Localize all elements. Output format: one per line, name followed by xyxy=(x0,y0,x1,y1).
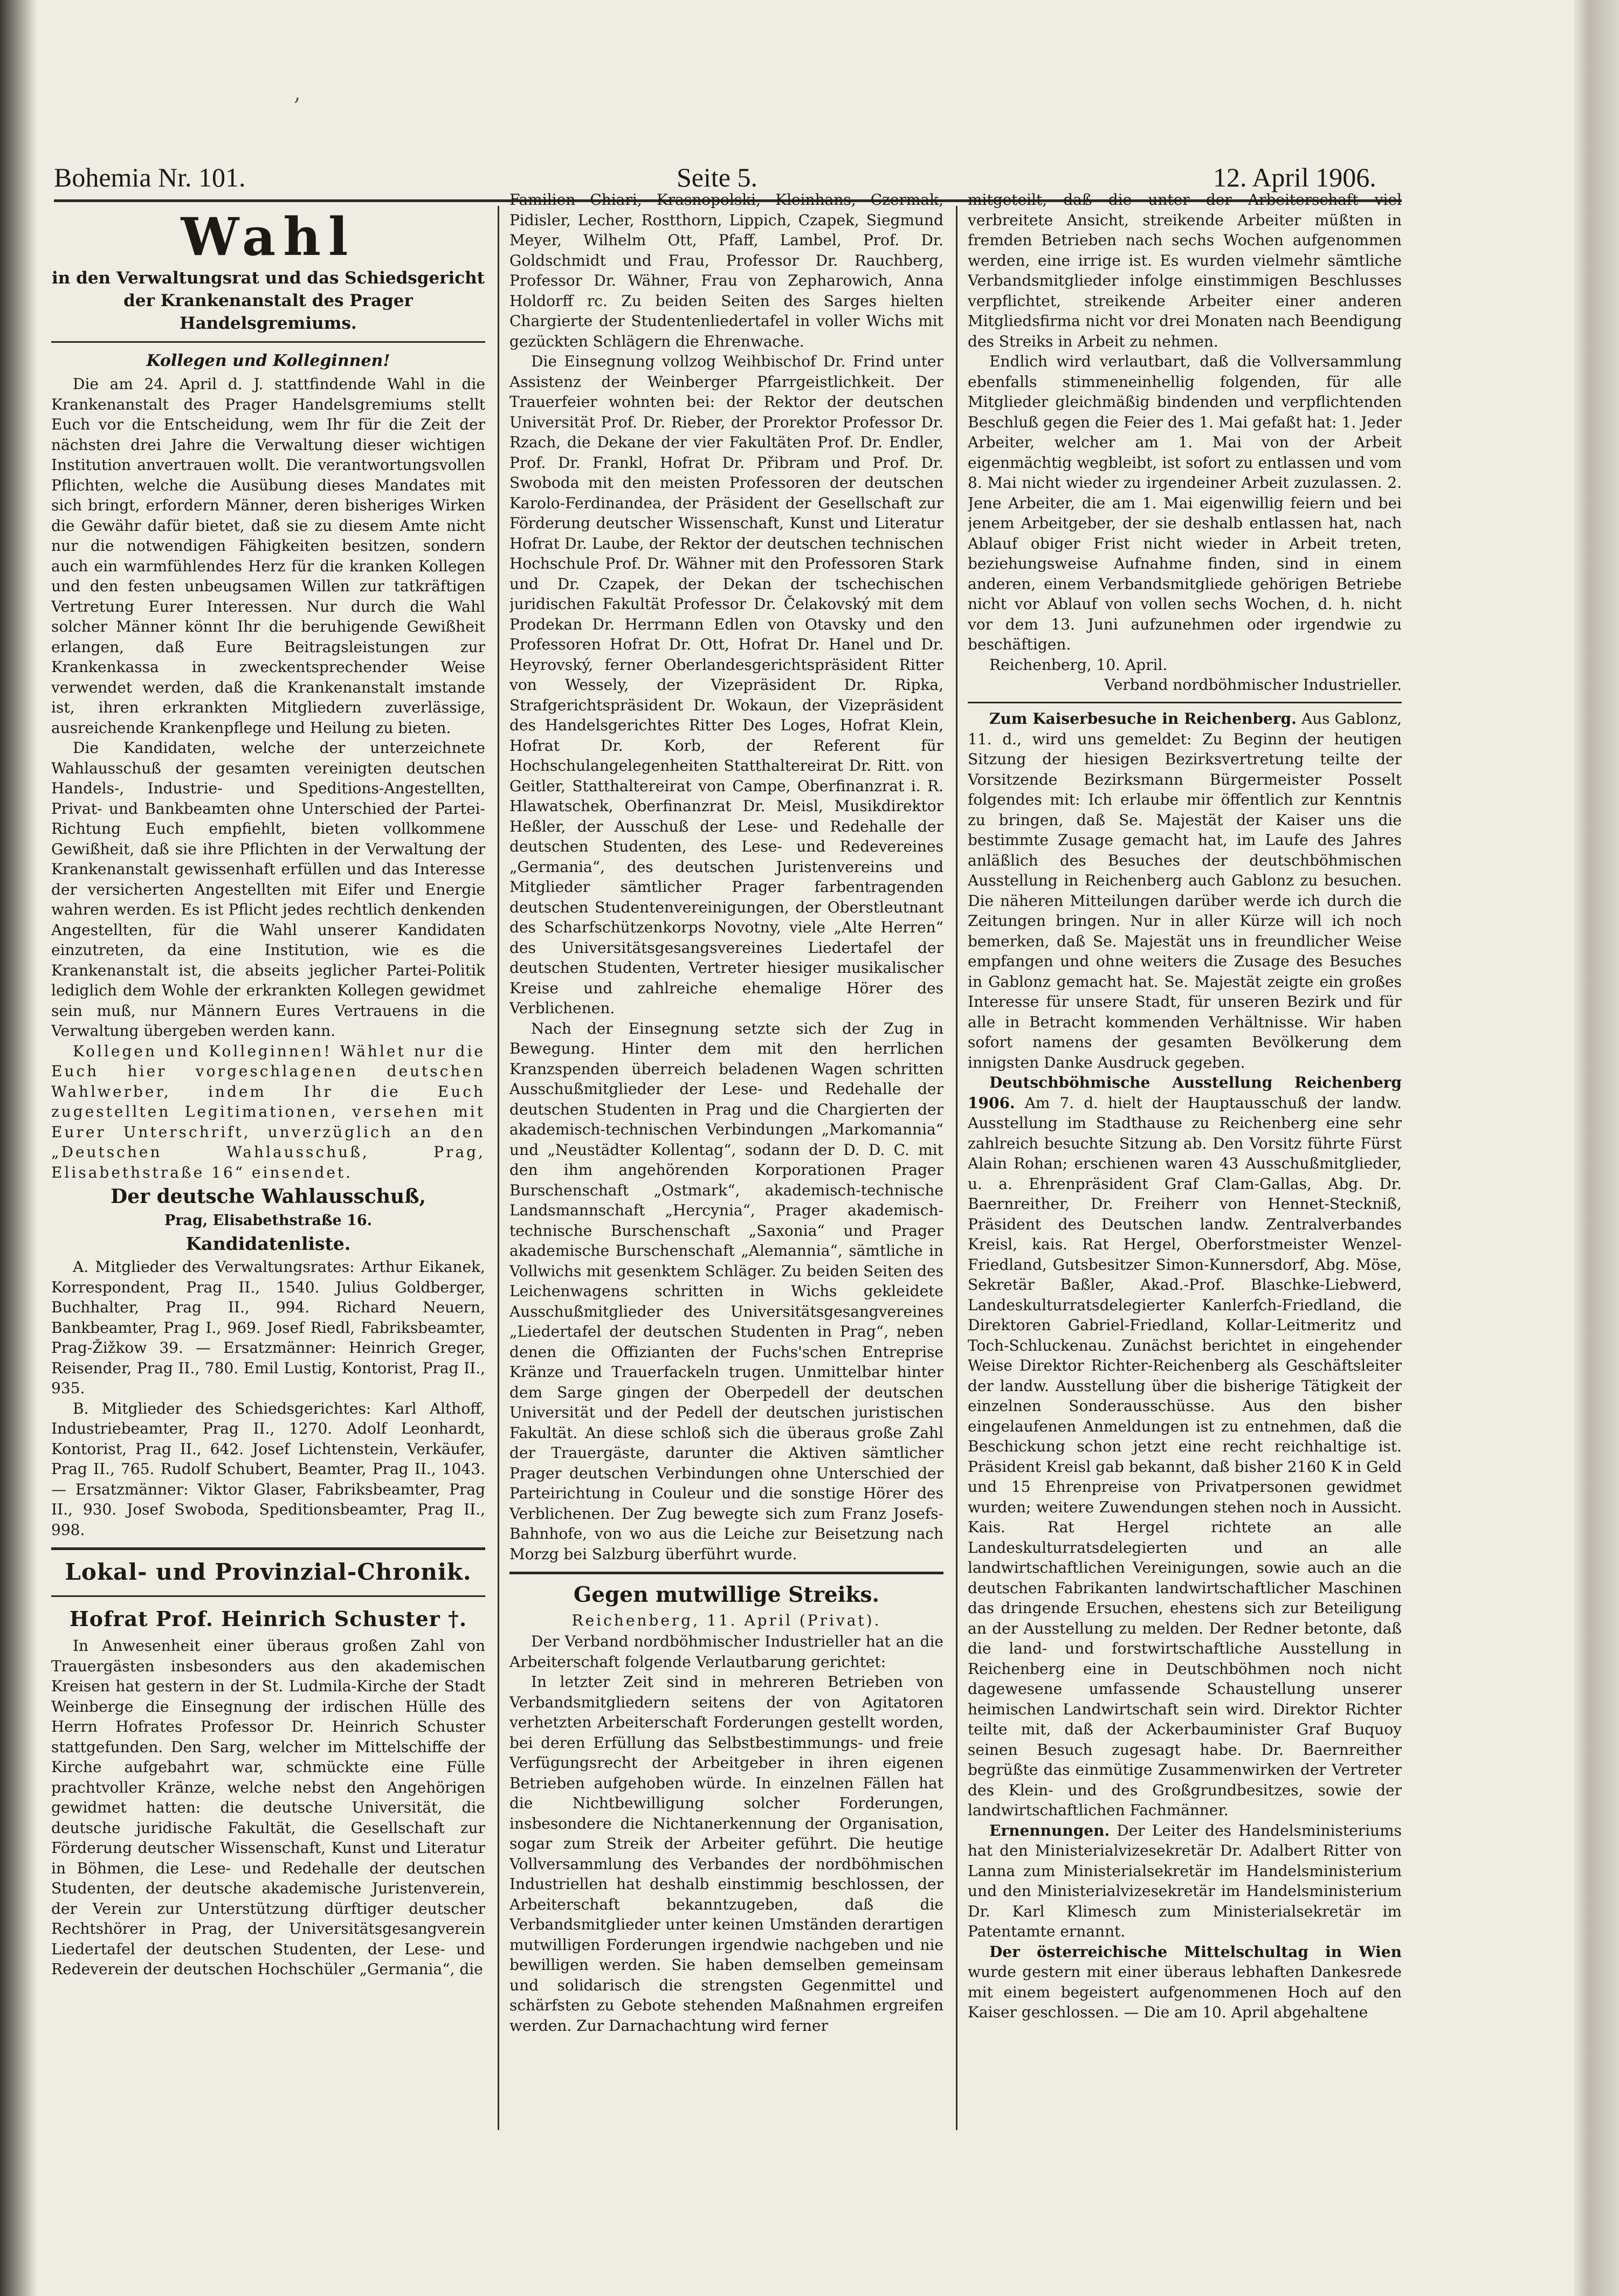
streiks-title: Gegen mutwillige Streiks. xyxy=(573,1582,880,1607)
streiks-signature-place: Reichenberg, 10. April. xyxy=(989,655,1168,674)
binding-shadow xyxy=(0,0,38,2296)
ink-speck: , xyxy=(294,81,301,106)
wahl-paragraph-2: Die Kandidaten, welche der unterzeichnete Wahlausschuß der gesamten vereinigten deutschen Handels-, Industrie- und Speditions-Angestellten, Privat- und Bankbeamten ohne Unterschied der Partei-Richtung Euch empfiehlt, bieten vollkommene Gewißheit, daß sie ihre Pflichten in der Verwaltung der Krankenanstalt gewissenhaft erfüllen und das Interesse der versicherten Angestellten mit Eifer und Energie wahren werden. Es ist Pflicht jedes rechtlich denkenden Angestellten, für die Wahl unserer Kandidaten einzutreten, da eine Institution, wie es die Krankenanstalt ist, die abseits jeglicher Partei-Politik lediglich dem Wohle der erkrankten Kollegen gewidmet sein muß, nur Männern Eures Vertrauens in die Verwaltung übergeben werden kann. xyxy=(51,739,485,1040)
ernennungen-article xyxy=(968,1821,1402,1942)
candidate-list-a: A. Mitglieder des Verwaltungsrates: Arthur Eikanek, Korrespondent, Prag II., 1540. Julius Goldberger, Buchhalter, Prag II., 994. Richard Neuern, Bankbeamter, Prag I., 969. Josef Riedl, Fabriksbeamter, Prag-Žižkow 39. — Ersatzmänner: Heinrich Greger, Reisender, Prag II., 780. Emil Lustig, Kontorist, Prag II., 935. xyxy=(51,1258,485,1397)
obituary-paragraph-1: In Anwesenheit einer überaus großen Zahl von Trauergästen insbesonders aus den akademischen Kreisen hat gestern in der St. Ludmila-Kirche der Stadt Weinberge die Einsegnung der irdischen Hülle des Herrn Hofrates Professor Dr. Heinrich Schuster stattgefunden. Den Sarg, welcher im Mittelschiffe der Kirche aufgebahrt war, schmückte eine Fülle prachtvoller Kränze, welche nebst den Angehörigen gewidmet hatten: die deutsche Universität, die deutsche juridische Fakultät, die Gesellschaft zur Förderung deutscher Wissenschaft, Kunst und Literatur in Böhmen, die Lese- und Redehalle der deutschen Studenten, der deutsche akademische Juristenverein, der Verein zur Unterstützung dürftiger deutscher Rechtshörer in Prag, der Universitätsgesangverein Liedertafel der deutschen Studenten, der Lese- und Redeverein der deutschen Hochschüler „Germania“, die xyxy=(51,1637,485,1978)
wahl-title: Wahl xyxy=(181,208,356,267)
streiks-signature-org: Verband nordböhmischer Industrieller. xyxy=(1104,676,1402,694)
column-3 xyxy=(968,190,1402,2141)
streiks-paragraph-4: Endlich wird verlautbart, daß die Vollversammlung ebenfalls stimmeneinhellig folgenden, für alle Mitglieder gleichmäßig bindenden und verpflichtenden Beschluß gegen die Feier des 1. Mai gefaßt hat: 1. Jeder Arbeiter, welcher am 1. Mai von der Arbeit eigenmächtig wegbleibt, ist sofort zu entlassen und vom 8. Mai nicht wieder zu irgendeiner Arbeit zuzulassen. 2. Jene Arbeiter, die am 1. Mai eigenwillig feiern und bei jenem Arbeitgeber, der sie deshalb entlassen hat, nach Ablauf obiger Frist nicht wieder in Arbeit treten, beziehungsweise Aufnahme finden, sind in einem anderen, einem Verbandsmitgliede gehörigen Betriebe nicht vor Ablauf von vollen sechs Wochen, d. h. nicht vor dem 13. Juni aufzunehmen oder irgendwie zu beschäftigen. xyxy=(968,352,1402,653)
obituary-paragraph-2: Familien Chiari, Krasnopolski, Kleinhans, Czermak, Pidisler, Lecher, Rostthorn, Lippich, Czapek, Siegmund Meyer, Wilhelm Ott, Pfaff, Lambel, Prof. Dr. Goldschmidt und Frau, Professor Dr. Rauchberg, Professor Dr. Wähner, Frau von Zepharowich, Anna Holdorff rc. Zu beiden Seiten des Sarges hielten Chargierte der Studentenliedertafel in voller Wichs mit gezückten Schlägern die Ehrenwache. xyxy=(509,191,943,350)
ernennungen-headline: Ernennungen. xyxy=(989,1821,1110,1839)
streiks-paragraph-3: mitgeteilt, daß die unter der Arbeiterschaft viel verbreitete Ansicht, streikende Arbeiter müßten in fremden Betrieben nach sechs Wochen aufgenommen werden, eine irrige ist. Es wurden vielmehr sämtliche Verbandsmitglieder infolge einstimmigen Beschlusses verpflichtet, streikende Arbeiter einer anderen Mitgliedsfirma nicht vor drei Monaten nach Beendigung des Streiks in Arbeit zu nehmen. xyxy=(968,191,1402,350)
wahl-subtitle: in den Verwaltungsrat und das Schiedsgericht der Krankenanstalt des Prager Handelsgremiums. xyxy=(52,268,485,333)
ernennungen-text: Der Leiter des Handelsministeriums hat den Ministerialvizesekretär Dr. Adalbert Ritter von Lanna zum Ministerialsekretär im Handelsministerium und den Ministerialvizesekretär im Handelsministerium Dr. Karl Klimesch zum Ministerialsekretär im Patentamte ernannt. xyxy=(968,1821,1402,1940)
streiks-paragraph-1: Der Verband nordböhmischer Industrieller hat an die Arbeiterschaft folgende Verlautbarung gerichtet: xyxy=(509,1633,943,1671)
streiks-paragraph-2: In letzter Zeit sind in mehreren Betrieben von Verbandsmitgliedern seitens der von Agitatoren verhetzten Arbeiterschaft Forderungen gestellt worden, bei deren Erfüllung das Selbstbestimmungs- und freie Verfügungsrecht der Arbeitgeber in ihren eigenen Betrieben aufgehoben würde. In einzelnen Fällen hat die Nichtbewilligung solcher Forderungen, insbesondere die Nichtanerkennung der Organisation, sogar zum Streik der Arbeiter geführt. Die heutige Vollversammlung des Verbandes der nordböhmischen Industriellen hat deshalb einstimmig beschlossen, der Arbeiterschaft bekanntzugeben, daß die Verbandsmitglieder unter keinen Umständen derartigen mutwilligen Forderungen irgendwie nachgeben und nie bewilligen werden. Sie haben demselben gemeinsam und solidarisch die strengsten Gegenmittel und schärfsten zu Gebote stehenden Maßnahmen ergreifen werden. Zur Darnachachtung wird ferner xyxy=(509,1673,943,2035)
ausstellung-article xyxy=(968,1073,1402,1821)
wahl-address: Prag, Elisabethstraße 16. xyxy=(164,1212,373,1229)
candidate-list-b: B. Mitglieder des Schiedsgerichtes: Karl Althoff, Industriebeamter, Prag II., 1270. Adolf Leonhardt, Kontorist, Prag II., 642. Josef Lichtenstein, Verkäufer, Prag II., 765. Rudolf Schubert, Beamter, Prag II., 1043. — Ersatzmänner: Viktor Glaser, Fabriksbeamter, Prag II., 930. Josef Swoboda, Speditionsbeamter, Prag II., 998. xyxy=(51,1399,485,1539)
kaiser-headline: Zum Kaiserbesuche in Reichenberg. xyxy=(989,710,1297,728)
ausstellung-text: Am 7. d. hielt der Hauptausschuß der landw. Ausstellung im Stadthause zu Reichenberg eine sehr zahlreich besuchte Sitzung ab. Den Vorsitz führte Fürst Alain Rohan; erschienen waren 43 Ausschußmitglieder, u. a. Ehrenpräsident Graf Clam-Gallas, Abg. Dr. Baernreither, Dr. Freiherr von Hennet-Steckniß, Präsident des Deutschen landw. Zentralverbandes Kreisl, kais. Rat Hergel, Oberforstmeister Wenzel-Friedland, Gutsbesitzer Simon-Kunnersdorf, Abg. Möse, Sekretär Baßler, Akad.-Prof. Blaschke-Liebwerd, Landeskulturratsdelegierter Kanlerfch-Friedland, die Direktoren Gabriel-Friedland, Kollar-Leitmeritz und Toch-Schluckenau. Zunächst berichtet in eingehender Weise Direktor Richter-Reichenberg als Geschäftsleiter der landw. Ausstellung über die bisherige Tätigkeit der einzelnen Sonderausschüsse. Aus den bisher eingelaufenen Anmeldungen ist zu entnehmen, daß die Beschickung schon jetzt eine recht reichhaltige ist. Präsident Kreisl gab bekannt, daß bisher 2160 K in Geld und 15 Ehrenpreise von Privatpersonen gewidmet wurden; weitere Zuwendungen stehen noch in Aussicht. Kais. Rat Hergel richtete an alle Landeskulturratsdelegierten und an alle landwirtschaftlichen Vereinigungen, sowie auch an die deutschen Fabrikanten landwirtschaftlicher Maschinen das dringende Ersuchen, ehestens sich zur Beteiligung an der Ausstellung zu melden. Der Redner betonte, daß die land- und forstwirtschaftliche Ausstellung in Reichenberg eine in Deutschböhmen noch nicht dagewesene umfassende Schaustellung unserer heimischen Landwirtschaft sein wird. Direktor Richter teilte mit, daß der Ackerbauminister Graf Buquoy seinen Besuch zugesagt habe. Dr. Baernreither begrüßte das einmütige Zusammenwirken der Vertreter des Klein- und des Großgrundbesitzes, sowie der landwirtschaftlichen Fachmänner. xyxy=(968,1094,1402,1819)
section-divider xyxy=(509,1572,943,1574)
obituary-paragraph-4: Nach der Einsegnung setzte sich der Zug in Bewegung. Hinter dem mit den herrlichen Kranzspenden überreich beladenen Wagen schritten Ausschußmitglieder der Lese- und Redehalle der deutschen Studenten in Prag und die Chargierten der akademisch-technischen Verbindungen „Markomannia“ und „Neustädter Kollentag“, sodann der D. D. C. mit den ihm angehörenden Korporationen Prager Burschenschaft „Ostmark“, akademisch-technische Landsmannschaft „Hercynia“, Prager akademisch-technische Burschenschaft „Saxonia“ und Prager akademische Burschenschaft „Alemannia“, sämtliche in Vollwichs mit gesenktem Schläger. Zu beiden Seiten des Leichenwagens schritten in Wichs gekleidete Ausschußmitglieder des Universitätsgesangvereines „Liedertafel der deutschen Studenten in Prag“, neben denen die Offizianten der Fuchs'schen Entreprise Kränze und Trauerfackeln trugen. Unmittelbar hinter dem Sarge gingen der Oberpedell der deutschen Universität und der Pedell der deutschen juristischen Fakultät. An diese schloß sich die überaus große Zahl der Trauergäste, darunter die Aktiven sämtlicher Prager deutschen Verbindungen ohne Unterschied der Parteirichtung in Couleur und die sonstige Hörer des Verblichenen. Der Zug bewegte sich zum Franz Josefs-Bahnhofe, von wo aus die Leiche zur Beisetzung nach Morzg bei Salzburg überführt wurde. xyxy=(509,1019,943,1563)
header-paper-issue: Bohemia Nr. 101. xyxy=(54,162,246,192)
header-page-number: Seite 5. xyxy=(677,162,757,192)
kaiser-article xyxy=(968,709,1402,1073)
wahl-paragraph-3: Kollegen und Kolleginnen! Wählet nur die Euch hier vorgeschlagenen deutschen Wahlwerber, indem Ihr die Euch zugestellten Legitimationen, versehen mit Eurer Unterschrift, unverzüglich an den „Deutschen Wahlausschuß, Prag, Elisabethstraße 16“ einsendet. xyxy=(51,1042,485,1181)
column-2 xyxy=(509,190,943,2141)
candidate-list-title: Kandidatenliste. xyxy=(185,1233,351,1254)
column-1 xyxy=(51,208,485,2169)
divider xyxy=(51,341,485,343)
divider xyxy=(51,1595,485,1597)
column-divider-2 xyxy=(956,206,957,2130)
wahl-signature: Der deutsche Wahlausschuß, xyxy=(111,1185,426,1208)
mittelschultag-article xyxy=(968,1942,1402,2023)
page-edge xyxy=(1574,0,1619,2296)
column-divider-1 xyxy=(498,206,499,2130)
divider xyxy=(968,702,1402,703)
wahl-salutation: Kollegen und Kolleginnen! xyxy=(146,351,390,370)
obituary-paragraph-3: Die Einsegnung vollzog Weihbischof Dr. Frind unter Assistenz der Weinberger Pfarrgeistlichkeit. Der Trauerfeier wohnten bei: der Rektor der deutschen Universität Prof. Dr. Rieber, der Prorektor Professor Dr. Rzach, die Dekane der vier Fakultäten Prof. Dr. Endler, Prof. Dr. Frankl, Hofrat Dr. Přibram und Prof. Dr. Swoboda mit den meisten Professoren der deutschen Karolo-Ferdinandea, der Präsident der Gesellschaft zur Förderung deutscher Wissenschaft, Kunst und Literatur Hofrat Dr. Laube, der Rektor der deutschen technischen Hochschule Prof. Dr. Wähner mit den Professoren Stark und Dr. Czapek, der Dekan der tschechischen juridischen Fakultät Professor Dr. Čelakovský mit dem Prodekan Dr. Herrmann Edlen von Otavsky und den Professoren Hofrat Dr. Ott, Hofrat Dr. Hanel und Dr. Heyrovský, ferner Oberlandesgerichtspräsident Ritter von Wessely, der Vizepräsident Dr. Ripka, Strafgerichtspräsident Dr. Wokaun, der Vizepräsident des Handelsgerichtes Ritter Des Loges, Hofrat Klein, Hofrat Dr. Korb, der Referent für Hochschulangelegenheiten Statthaltereirat Dr. Ritt. von Geitler, Statthaltereirat von Campe, Oberfinanzrat i. R. Hlawatschek, Oberfinanzrat Dr. Meisl, Musikdirektor Heßler, der Ausschuß der Lese- und Redehalle der deutschen Studenten, des Lese- und Redevereines „Germania“, des deutschen Juristenvereins und Mitglieder sämtlicher Prager farbentragenden deutschen Studentenvereinigungen, der Oberstleutnant des Scharfschützenkorps Novotny, viele „Alte Herren“ des Universitätsgesangsvereines Liedertafel der deutschen Studenten, Vertreter hiesiger musikalischer Kreise und zahlreiche ehemalige Hörer des Verblichenen. xyxy=(509,352,943,1017)
section-divider xyxy=(51,1547,485,1550)
kaiser-text: Aus Gablonz, 11. d., wird uns gemeldet: Zu Beginn der heutigen Sitzung der hiesigen Bezirksvertretung teilte der Vorsitzende Bezirksmann Bürgermeister Posselt folgendes mit: Ich erlaube mir öffentlich zur Kenntnis zu bringen, daß Se. Majestät der Kaiser uns die bestimmte Zusage gemacht hat, im Laufe des Jahres anläßlich des Besuches der deutschböhmischen Ausstellung in Reichenberg auch Gablonz zu besuchen. Die näheren Mitteilungen darüber werde ich durch die Zeitungen bringen. Nur in aller Kürze will ich noch bemerken, daß Se. Majestät uns in freundlicher Weise empfangen und ohne weiters die Zusage des Besuches in Gablonz gemacht hat. Se. Majestät zeigte ein großes Interesse für unsere Stadt, für unseren Bezirk und für alle in Betracht kommenden Verhältnisse. Wir haben sofort namens der gesamten Bevölkerung dem innigsten Danke Ausdruck gegeben. xyxy=(968,710,1402,1071)
mittelschultag-text: wurde gestern mit einer überaus lebhaften Dankesrede mit einem begeistert aufgenommenen Hoch auf den Kaiser geschlossen. — Die am 10. April abgehaltene xyxy=(968,1963,1402,2021)
header-date: 12. April 1906. xyxy=(1213,162,1376,192)
wahl-paragraph-1: Die am 24. April d. J. stattfindende Wahl in die Krankenanstalt des Prager Handelsgremiums stellt Euch vor die Entscheidung, wem Ihr für die Zeit der nächsten drei Jahre die Verwaltung dieser wichtigen Institution anvertrauen wollt. Die verantwortungsvollen Pflichten, welche die Ausübung dieses Mandates mit sich bringt, erfordern Männer, deren bisheriges Wirken die Gewähr dafür bietet, daß sie zu diesem Amte nicht nur die notwendigen Fähigkeiten besitzen, sondern auch ein warmfühlendes Herz für die kranken Kollegen und den festen unbeugsamen Willen zur tatkräftigen Vertretung Eurer Interessen. Nur durch die Wahl solcher Männer könnt Ihr die beruhigende Gewißheit erlangen, daß Eure Beitragsleistungen zur Krankenkassa in zweckentsprechender Weise verwendet werden, daß die Krankenanstalt imstande ist, ihren erkrankten Mitgliedern zuverlässige, ausreichende Krankenpflege und Heilung zu bieten. xyxy=(51,375,485,737)
mittelschultag-headline: Der österreichische Mittelschultag in Wien xyxy=(989,1942,1402,1961)
obituary-title: Hofrat Prof. Heinrich Schuster †. xyxy=(69,1607,467,1631)
streiks-dateline: Reichenberg, 11. April (Privat). xyxy=(571,1612,881,1629)
chronik-title: Lokal- und Provinzial-Chronik. xyxy=(65,1559,472,1585)
ausstellung-headline: Deutschböhmische Ausstellung Reichenberg 1906. xyxy=(968,1074,1402,1112)
